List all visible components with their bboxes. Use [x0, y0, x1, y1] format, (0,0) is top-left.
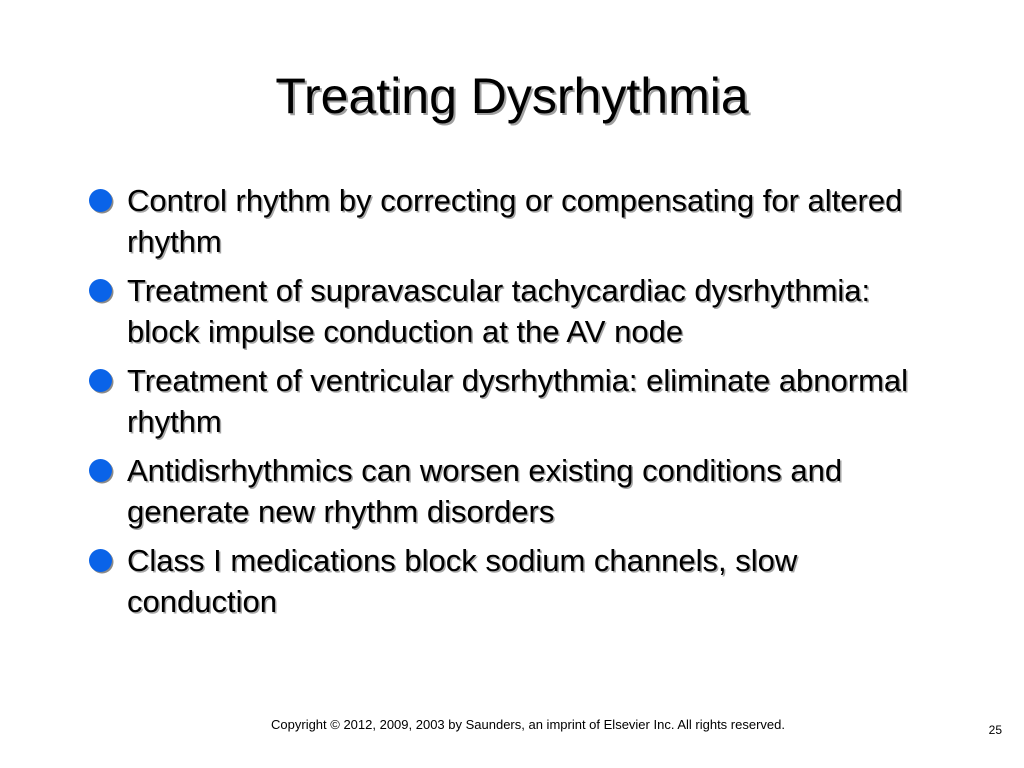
bullet-list: [86, 180, 946, 630]
bullet-text: Treatment of ventricular dysrhythmia: eliminate abnormal rhythm: [127, 363, 909, 439]
bullet-circle-icon: [89, 189, 112, 212]
bullet-text: Class I medications block sodium channels, slow conduction: [127, 543, 798, 619]
bullet-item: [86, 450, 946, 532]
bullet-item: [86, 270, 946, 352]
bullet-circle-icon: [89, 459, 112, 482]
bullet-text: Antidisrhythmics can worsen existing conditions and generate new rhythm disorders: [127, 453, 843, 529]
bullet-circle-icon: [89, 549, 112, 572]
bullet-text: Treatment of supravascular tachycardiac dysrhythmia: block impulse conduction at the AV node: [127, 273, 871, 349]
bullet-item: [86, 180, 946, 262]
footer-copyright: Copyright © 2012, 2009, 2003 by Saunders, an imprint of Elsevier Inc. All rights reserved.: [271, 717, 785, 732]
bullet-circle-icon: [89, 279, 112, 302]
bullet-item: [86, 540, 946, 622]
slide-title: Treating Dysrhythmia: [275, 68, 749, 124]
bullet-item: [86, 360, 946, 442]
page-number: 25: [988, 723, 1002, 737]
bullet-text: Control rhythm by correcting or compensating for altered rhythm: [127, 183, 903, 259]
bullet-circle-icon: [89, 369, 112, 392]
